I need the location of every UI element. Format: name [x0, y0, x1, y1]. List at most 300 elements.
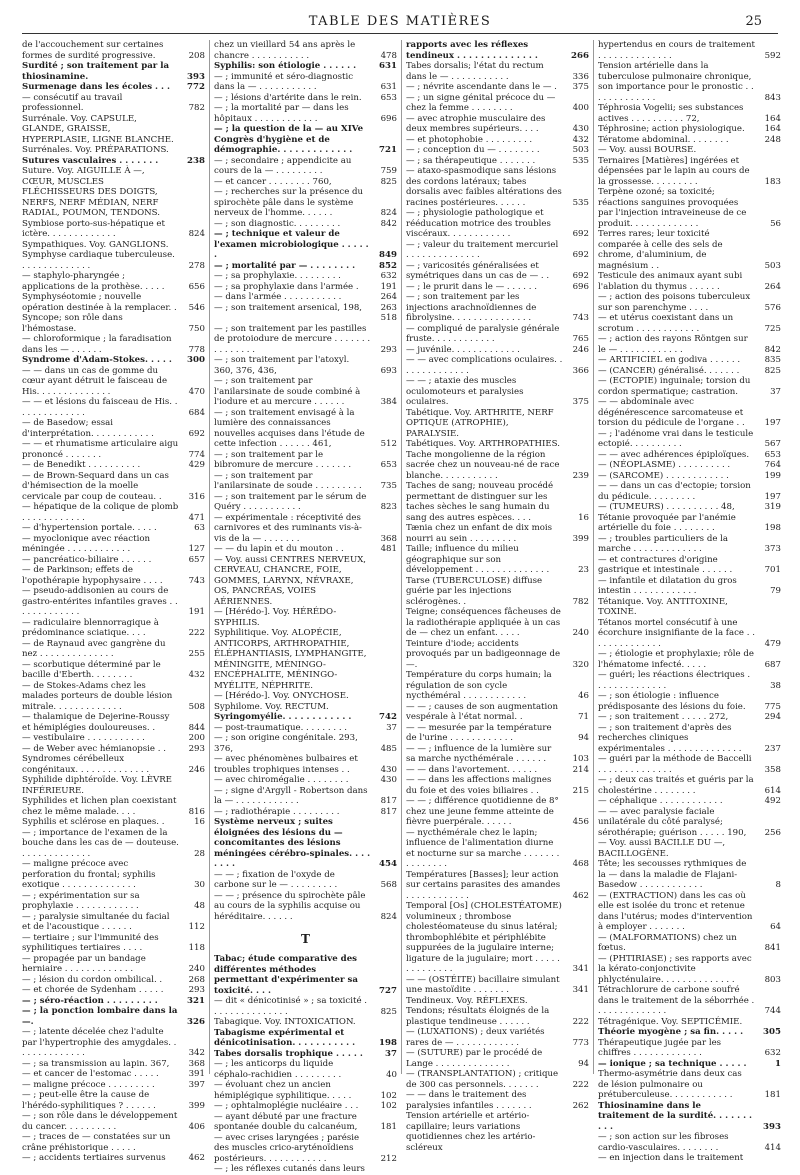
index-entry — [22, 954, 205, 975]
index-entry — [214, 324, 397, 356]
index-entry — [406, 1090, 589, 1111]
entry-page: 103 — [572, 754, 589, 764]
entry-page: 278 — [188, 260, 205, 271]
entry-page: 127 — [188, 544, 205, 554]
entry-text: Syphilide diphtéroïde. Voy. LÈVRE INFÉRIEURE. — [22, 775, 172, 796]
index-entry — [406, 261, 589, 282]
entry-text: Tabétiques. Voy. ARTHROPATHIES. — [406, 439, 560, 449]
entry-page: 28 — [194, 848, 205, 859]
entry-text: Tænia chez un enfant de dix mois nourri au sein . . . . . . . . . — [406, 523, 553, 544]
index-entry — [406, 828, 589, 870]
index-entry — [598, 555, 781, 576]
entry-page: 208 — [188, 50, 205, 61]
entry-page: 222 — [572, 1079, 589, 1090]
index-column-4 — [598, 40, 781, 1163]
entry-text: — [Hérédo-]. Voy. HÉRÉDO-SYPHILIS. — [214, 607, 337, 628]
index-entry — [214, 292, 397, 303]
index-entry — [214, 544, 397, 555]
index-entry — [22, 828, 205, 860]
entry-page: 693 — [380, 365, 397, 376]
index-column-2 — [214, 40, 397, 1174]
entry-page: 336 — [572, 71, 589, 82]
entry-text: — ; son diagnostic. . . . . . . . . — [214, 218, 341, 229]
index-entry — [406, 145, 589, 156]
entry-text: Thérapeutique jugée par les chiffres . . . . . . . . . . . . . — [598, 1037, 722, 1058]
entry-text: — ; sa transmission au lapin. 367, — [22, 1058, 170, 1069]
entry-page: 198 — [379, 1038, 397, 1048]
entry-text: — — ; présence du spirochète pâle au cours de la syphilis acquise ou héréditaire. . . . . . — [214, 890, 366, 922]
index-entry — [214, 103, 397, 124]
entry-page: 293 — [188, 743, 205, 754]
entry-page: 368 — [188, 1058, 205, 1069]
index-entry — [22, 334, 205, 355]
entry-page: 240 — [188, 964, 205, 974]
entry-page: 23 — [578, 565, 589, 575]
entry-text: — — et rhumatisme articulaire aigu prononcé . . . . . . . — [22, 439, 179, 460]
entry-page: 341 — [572, 964, 589, 974]
entry-page: 112 — [188, 922, 205, 932]
entry-text: — ; accidents tertiaires survenus — [22, 1153, 166, 1163]
entry-page: 824 — [188, 229, 205, 239]
running-title: TABLE DES MATIÈRES — [308, 14, 492, 29]
entry-page: 375 — [572, 397, 589, 407]
entry-text: Syncope; son rôle dans l'hémostase. — [22, 313, 123, 334]
entry-page: 368 — [380, 533, 397, 544]
entry-text: — avec crises laryngées ; parésie des muscles crico-aryténoïdiens postérieurs. . . . . . . . . . . . — [214, 1132, 360, 1164]
entry-page: 8 — [775, 880, 781, 890]
entry-text: — (SARCOME) . . . . . . . . . . . . — [598, 470, 729, 481]
entry-text: — ; action des poisons tuberculeux sur son parenchyme . . . . — [598, 292, 751, 313]
index-entry — [214, 187, 397, 219]
index-entry — [598, 313, 781, 334]
entry-page: 393 — [763, 1121, 781, 1132]
entry-text: — en injection dans le traitement — [598, 1153, 744, 1163]
index-entry — [598, 859, 781, 891]
index-column-1 — [22, 40, 205, 1163]
index-entry — [22, 985, 205, 996]
entry-text: Tarse (TUBERCULOSE) diffuse guérie par les injections sclérogènes. . — [406, 575, 543, 607]
entry-text: Tératome abdominal. . . . . . . . — [598, 134, 729, 145]
entry-page: 429 — [188, 460, 205, 470]
entry-text: Syphilides et lichen plan coexistant chez le même malade. . . . — [22, 796, 177, 817]
entry-text: — ; latente décelée chez l'adulte par l'hypertrophie des amygdales. . . . . . . . . . . . . . — [22, 1027, 177, 1058]
entry-page: 238 — [187, 155, 205, 166]
entry-page: 576 — [764, 302, 781, 313]
entry-text: — ; lésions d'artérite dans le rein. — [214, 92, 362, 103]
entry-page: 37 — [386, 722, 397, 733]
index-entry — [598, 712, 781, 723]
index-entry — [598, 145, 781, 156]
entry-text: — (EXTRACTION) dans les cas où elle est isolée du tronc et retenue dans l'utérus; modes d'intervention à employer . . . . . . . — [598, 890, 753, 932]
entry-page: 485 — [380, 743, 397, 754]
index-entry — [214, 1028, 397, 1049]
entry-page: 849 — [379, 250, 397, 260]
index-entry — [22, 271, 205, 292]
entry-text: — ; technique et valeur de l'examen microbiologique . . . . . . — [214, 229, 369, 260]
entry-text: — — ; ataxie des muscles oculomoteurs et paralysies oculaires. — [406, 376, 524, 407]
index-entry — [406, 376, 589, 408]
entry-page: 774 — [188, 449, 205, 460]
entry-text: — (NÉOPLASME) . . . . . . . . . . — [598, 460, 731, 470]
index-entry — [598, 1059, 781, 1070]
entry-text: Tabétique. Voy. ARTHRITE, NERF OPTIQUE (ATROPHIE), PARALYSIE. — [406, 407, 554, 439]
entry-page: 64 — [770, 922, 781, 932]
entry-text: — Voy. aussi BOURSE. — [598, 145, 697, 155]
entry-page: 825 — [380, 176, 397, 187]
entry-text: — nycthémérale chez le lapin; influence de l'alimentation diurne et nocturne sur sa marche . . . . . . . . . . . . . . . — [406, 827, 560, 869]
entry-text: — — (OSTÉITE) bacillaire simulant une mastoïdite . . . . . . . — [406, 974, 560, 995]
index-entry — [214, 313, 397, 324]
entry-text: Théorie myogène ; sa fin. . . . . — [598, 1027, 744, 1037]
entry-page: 181 — [380, 1122, 397, 1132]
entry-text: — ; la ponction lombaire dans la —. — [22, 1006, 178, 1027]
entry-text: — ; étiologie et prophylaxie; rôle de l'hématome infecté. . . . . — [598, 649, 754, 670]
entry-text: — ; son traitement par les injections arachnoïdiennes de fibrolysine. . . . . . . . . . . . . . . — [406, 292, 537, 323]
entry-text: — ; radiothérapie . . . . . . . . . — [214, 806, 340, 817]
index-entry — [406, 1006, 589, 1027]
entry-page: 199 — [764, 470, 781, 481]
entry-text: — ; son traitement envisagé à la lumière des connaissances nouvelles acquises dans l'étude de cette infection . . . . . . 461, — [214, 407, 365, 449]
entry-text: — — dans un cas d'ectopie; torsion du pédicule. . . . . . . . . — [598, 481, 751, 502]
index-entry — [214, 628, 397, 691]
index-entry — [598, 471, 781, 482]
index-entry — [598, 103, 781, 124]
index-column-3 — [406, 40, 589, 1153]
entry-page: 248 — [764, 134, 781, 145]
index-entry — [406, 670, 589, 702]
entry-page: 692 — [188, 428, 205, 439]
entry-text: — ; son traitement par le sérum de Quéry . . . . . . . . . . . — [214, 491, 367, 512]
index-entry — [22, 618, 205, 639]
entry-text: Surmenage dans les écoles . . . — [22, 82, 170, 92]
entry-page: 512 — [380, 439, 397, 449]
entry-text: — ; son traitement . . . . . 272, — [598, 712, 729, 722]
index-entry — [406, 40, 589, 61]
index-entry — [214, 450, 397, 471]
entry-page: 742 — [379, 712, 397, 722]
index-entry — [22, 460, 205, 471]
entry-text: Tendineux. Voy. RÉFLEXES. — [406, 995, 528, 1006]
index-entry — [214, 271, 397, 282]
entry-page: 246 — [572, 344, 589, 355]
index-entry — [598, 271, 781, 292]
entry-page: 462 — [188, 1153, 205, 1163]
entry-text: — ; son traitement arsenical, 198, — [214, 302, 363, 313]
index-entry — [214, 1017, 397, 1028]
index-entry — [406, 639, 589, 671]
index-entry — [214, 408, 397, 450]
entry-page: 842 — [380, 218, 397, 229]
entry-text: — dans l'armée . . . . . . . . . . . — [214, 292, 342, 302]
entry-page: 246 — [188, 764, 205, 775]
entry-text: Tabac; étude comparative des différentes méthodes permettant d'expérimenter sa toxicité. . . . — [214, 954, 358, 996]
index-entry — [598, 1101, 781, 1133]
index-entry — [406, 282, 589, 293]
index-entry — [214, 996, 397, 1017]
entry-page: 727 — [379, 985, 397, 996]
header-rule — [22, 33, 778, 34]
index-entry — [22, 859, 205, 891]
entry-page: 264 — [764, 281, 781, 292]
entry-page: 391 — [188, 1069, 205, 1079]
entry-text: Tabagique. Voy. INTOXICATION. — [214, 1017, 356, 1027]
index-entry — [214, 702, 397, 713]
index-entry — [214, 775, 397, 786]
index-entry — [22, 639, 205, 660]
entry-page: 240 — [572, 628, 589, 638]
index-entry — [214, 870, 397, 891]
entry-text: — ; l'adénome vrai dans le testicule ectopié. . . . . . . . . . — [598, 428, 754, 449]
entry-page: 300 — [187, 355, 205, 365]
entry-text: — — ; fixation de l'oxyde de carbone sur le — . . . . . . . . . — [214, 869, 338, 890]
index-entry — [22, 145, 205, 156]
index-entry — [214, 555, 397, 608]
entry-page: 721 — [379, 145, 397, 155]
entry-page: 567 — [764, 439, 781, 449]
index-entry — [22, 975, 205, 986]
index-entry — [406, 166, 589, 208]
entry-page: 803 — [764, 974, 781, 985]
entry-page: 430 — [380, 764, 397, 775]
entry-text: — — dans l'avortement. . . . . . — [406, 764, 538, 775]
index-entry — [406, 481, 589, 523]
index-entry — [406, 702, 589, 723]
index-entry — [598, 366, 781, 377]
entry-page: 825 — [380, 1006, 397, 1017]
index-entry — [598, 618, 781, 650]
index-entry — [406, 975, 589, 996]
entry-text: Tabes dorsalis; l'état du rectum dans le — . . . . . . . . . . . — [406, 61, 544, 82]
index-entry — [598, 460, 781, 471]
entry-page: 181 — [764, 1090, 781, 1100]
index-entry — [214, 376, 397, 408]
entry-page: 631 — [379, 61, 397, 71]
index-entry — [22, 744, 205, 755]
entry-page: 492 — [764, 796, 781, 806]
entry-text: Syphilis: son étiologie . . . . . . — [214, 61, 357, 71]
entry-page: 397 — [188, 1079, 205, 1090]
entry-text: — ; peut-elle être la cause de l'hérédo-syphilitiques ? . . . . . . — [22, 1090, 156, 1111]
entry-page: 1 — [775, 1058, 781, 1069]
entry-text: — (SUTURE) par le procédé de Lange . . . . . . . . . . . . . . — [406, 1048, 543, 1069]
entry-page: 400 — [572, 103, 589, 113]
entry-page: 481 — [380, 544, 397, 554]
entry-text: — ionique ; sa technique . . . . . — [598, 1058, 747, 1069]
entry-text: — céphalique . . . . . . . . . . . . — [598, 796, 723, 806]
index-entry — [22, 754, 205, 775]
index-entry — [214, 492, 397, 513]
entry-page: 366 — [572, 365, 589, 376]
entry-page: 817 — [380, 806, 397, 817]
index-entry — [22, 93, 205, 114]
entry-page: 16 — [194, 817, 205, 827]
entry-page: 79 — [770, 586, 781, 596]
entry-page: 778 — [188, 344, 205, 355]
entry-page: 358 — [764, 764, 781, 775]
entry-text: — — et lésions du faisceau de His. . . . . . . . . . . . . . — [22, 397, 178, 418]
entry-page: 765 — [572, 334, 589, 344]
entry-text: — ; son traitement d'après des recherches cliniques expérimentales . . . . . . . . . . . . . . — [598, 722, 742, 754]
index-entry — [22, 1132, 205, 1153]
index-entry — [406, 208, 589, 240]
index-entry — [22, 418, 205, 439]
entry-page: 470 — [188, 386, 205, 397]
entry-page: 568 — [380, 880, 397, 890]
entry-text: — ; action des rayons Röntgen sur le — . . . . . . . . . . . . — [598, 334, 748, 355]
entry-text: Tendons; résultats éloignés de la plastique tendineuse . . . . . . — [406, 1006, 550, 1027]
entry-text: — juvénile. . . . . . . . . . . . . — [406, 344, 520, 355]
index-entry — [598, 124, 781, 135]
index-entry — [406, 324, 589, 345]
entry-page: 37 — [385, 1048, 397, 1059]
entry-text: — ; secondaire ; appendicite au cours de la — . . . . . . . . . — [214, 155, 352, 176]
entry-text: — ; ophtalmoplégie nucléaire . . . — [214, 1101, 359, 1111]
entry-page: 191 — [188, 607, 205, 617]
index-entry — [214, 1133, 397, 1165]
entry-text: — hépatique de la colique de plomb . . . . . . . . . . . . — [22, 502, 179, 523]
index-columns — [22, 40, 781, 1174]
entry-text: — — ; causes de son augmentation vespérale à l'état normal. . — [406, 701, 558, 722]
entry-page: 255 — [188, 649, 205, 659]
index-entry — [406, 355, 589, 376]
index-entry — [214, 219, 397, 230]
entry-text: Teigne; conséquences fâcheuses de la radiothérapie appliquée à un cas de — chez un enfant. . . . . — [406, 607, 561, 638]
entry-text: — ; mortalité par — . . . . . . . . — [214, 260, 356, 271]
index-entry — [214, 40, 397, 61]
entry-text: Surrénale. Voy. CAPSULE, GLANDE, GRAISSE, HYPERPLASIE, LIGNE BLANCHE. — [22, 113, 174, 145]
entry-text: — — avec paralysie faciale unilatérale du côté paralysé; sérothérapie; guérison . . . . . 190, — [598, 806, 747, 838]
entry-text: Suture. Voy. AIGUILLE À —, CŒUR, MUSCLES FLÉCHISSEURS DES DOIGTS, NERFS, NERF MÉDIAN, NERF RADIAL, POUMON, TENDONS. — [22, 166, 160, 218]
index-entry — [22, 397, 205, 418]
entry-page: 102 — [380, 1090, 397, 1101]
entry-page: 342 — [188, 1048, 205, 1058]
index-entry — [214, 513, 397, 545]
entry-page: 518 — [380, 313, 397, 323]
entry-page: 293 — [188, 985, 205, 995]
index-entry — [406, 135, 589, 146]
index-entry — [22, 1090, 205, 1111]
entry-text: Syringomyélie. . . . . . . . . . . . — [214, 712, 352, 722]
entry-page: 456 — [572, 817, 589, 827]
entry-page: 399 — [188, 1100, 205, 1111]
entry-text: Tabes dorsalis trophique . . . . . — [214, 1048, 363, 1059]
index-entry — [22, 219, 205, 240]
index-entry — [598, 985, 781, 1017]
index-entry — [214, 1080, 397, 1101]
index-entry — [214, 93, 397, 104]
entry-page: 183 — [764, 176, 781, 187]
index-entry — [406, 607, 589, 639]
entry-text: — de Brown-Sequard dans un cas d'hémisection de la moelle cervicale par coup de couteau. . — [22, 470, 169, 502]
entry-text: — pseudo-addisonien au cours de gastro-entérites infantiles graves . . . . . . . . . . . . . — [22, 586, 178, 617]
entry-page: 393 — [187, 71, 205, 82]
entry-page: 701 — [764, 565, 781, 575]
entry-page: 503 — [764, 260, 781, 271]
entry-page: 30 — [194, 880, 205, 890]
entry-page: 326 — [187, 1016, 205, 1027]
entry-text: — — abdominale avec dégénérescence sarcomateuse et torsion du pédicule de l'organe . . — [598, 397, 745, 428]
entry-page: 468 — [572, 859, 589, 869]
entry-text: — ; physiologie pathologique et rééducation motrice des troubles viscéraux. . . . . . . . . . . . — [406, 208, 551, 239]
index-entry — [214, 807, 397, 818]
entry-page: 63 — [194, 523, 205, 533]
index-entry — [22, 1111, 205, 1132]
index-entry — [22, 292, 205, 313]
entry-page: 321 — [187, 995, 205, 1006]
index-entry — [214, 72, 397, 93]
index-entry — [598, 187, 781, 229]
entry-text: Ternaires [Matières] ingérées et dépensées par le lapin au cours de la grossesse. . . . . . . . . — [598, 155, 750, 187]
entry-text: — avec phénomènes bulbaires et troubles trophiques intenses . . — [214, 754, 358, 775]
entry-text: — ; son action sur les fibroses cardio-vasculaires. . . . . . . . — [598, 1132, 729, 1153]
index-entry — [22, 523, 205, 534]
index-entry — [598, 775, 781, 796]
entry-text: Symbiose porto-sus-hépatique et ictère. . . . . . . . . . . . . — [22, 218, 165, 239]
entry-page: 696 — [572, 281, 589, 292]
entry-page: 508 — [188, 701, 205, 712]
entry-text: — ; traces de — constatées sur un crâne préhistorique . . . . . — [22, 1132, 171, 1153]
entry-text: — évoluant chez un ancien hémiplégique syphilitique. . . . . — [214, 1080, 352, 1101]
index-entry — [22, 817, 205, 828]
index-entry — [214, 156, 397, 177]
entry-page: 775 — [764, 701, 781, 712]
entry-text: Surdité ; son traitement par la thiosinamine. — [22, 61, 170, 82]
index-entry — [214, 1164, 397, 1175]
index-entry — [22, 250, 205, 271]
index-entry — [598, 691, 781, 712]
index-entry — [214, 891, 397, 923]
index-entry — [406, 114, 589, 135]
index-entry — [214, 754, 397, 775]
index-entry — [598, 513, 781, 534]
index-entry — [214, 712, 397, 723]
entry-page: 214 — [572, 764, 589, 775]
entry-text: Téphrosine; action physiologique. — [598, 124, 745, 134]
entry-page: 212 — [380, 1153, 397, 1164]
entry-text: — post-traumatique. . . . . . . . . — [214, 722, 348, 733]
entry-page: 164 — [764, 113, 781, 124]
index-entry — [598, 954, 781, 986]
entry-text: — ; conception du — . . . . . . . . — [406, 145, 540, 155]
entry-page: 772 — [187, 82, 205, 92]
index-entry — [598, 1132, 781, 1153]
entry-page: 656 — [188, 281, 205, 292]
entry-text: — et cancer . . . . . . . . 760, — [214, 176, 332, 187]
entry-text: Taille; influence du milieu géographique sur son développement . . . . . . . . . . . . . . — [406, 544, 550, 575]
index-entry — [22, 891, 205, 912]
entry-page: 692 — [572, 250, 589, 260]
entry-text: — dit « dénicotinisé » ; sa toxicité . . . . . . . . . . . . . . . — [214, 996, 367, 1017]
index-entry — [22, 313, 205, 334]
entry-text: Système nerveux ; suites éloignées des lésions du — concomitantes des lésions méningées cérébro-spinales. . . . . . . . — [214, 817, 371, 869]
index-entry — [406, 450, 589, 482]
index-entry — [598, 933, 781, 954]
index-entry — [406, 439, 589, 450]
entry-text: — consécutif au travail professionnel. — [22, 92, 123, 113]
entry-text: — ; deux cas traités et guéris par la cholestérine . . . . . . . . — [598, 775, 754, 796]
page-number: 25 — [745, 14, 762, 29]
section-letter: T — [301, 932, 310, 946]
entry-page: 503 — [572, 145, 589, 155]
entry-text: Syphilome. Voy. RECTUM. — [214, 701, 329, 712]
index-entry — [406, 1069, 589, 1090]
entry-page: 319 — [764, 502, 781, 512]
entry-page: 46 — [578, 691, 589, 701]
index-entry — [598, 481, 781, 502]
entry-text: Thiosinamine dans le traitement de la surdité. . . . . . . . . . — [598, 1100, 753, 1132]
index-entry — [214, 786, 397, 807]
index-entry — [214, 1049, 397, 1060]
